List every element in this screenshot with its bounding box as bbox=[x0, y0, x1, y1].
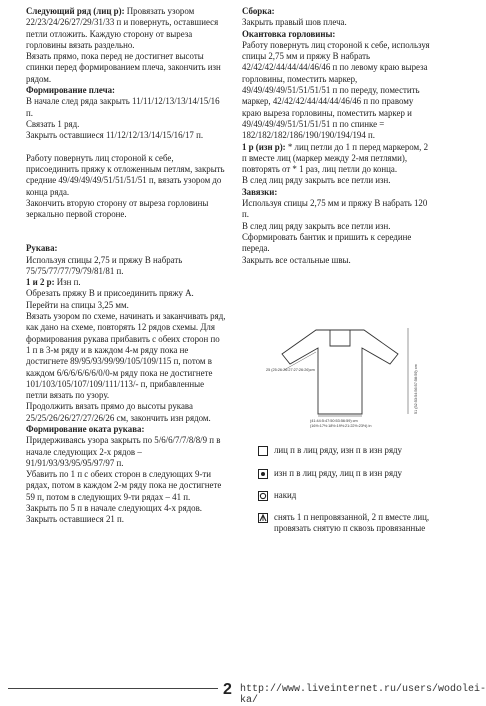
paragraph-pattern-shaping: Вязать узором по схеме, начинать и заканчивать ряд, как дано на схеме, повторять 12 рядов схемы. Для формирования рукава прибавить с обеих сторон по 1 п в 3-м ряду и в каждом 4-м ряду пока не достигнете 89/95/93/99/99/105/109/115 п, потом в каждом 6/6/6/6/6/6/0/0-м ряду пока не достигнете 101/103/105/107/109/111/113/- п, прибавленные петли вязать по узору. bbox=[26, 311, 226, 401]
paragraph-ties-cast-on: Используя спицы 2,75 мм и пряжу В набрать 120 п. bbox=[242, 198, 428, 220]
paragraph-knit-row: Связать 1 ряд. bbox=[26, 118, 80, 129]
paragraph-straight: Вязать прямо, пока перед не достигнет высоты спинки перед формированием плеча, закончить изн рядом. bbox=[26, 51, 221, 84]
legend-text: снять 1 п непровязанной, 2 п вместе лиц, провязать снятую п сквозь провязанные bbox=[274, 512, 430, 534]
footer-divider bbox=[8, 688, 218, 689]
row-text: Провязать узором 22/23/24/26/27/29/31/33 п и повернуть, оставшиеся петли отложить. Каждую сторону от выреза горловины вязать раздельно. bbox=[26, 6, 219, 50]
page-footer bbox=[0, 680, 486, 706]
circle-square-icon bbox=[258, 491, 268, 501]
row-lead: Следующий ряд (лиц р): bbox=[26, 6, 125, 16]
width-cm-label: (41:44:5:47:50:53:56:59) cm bbox=[310, 419, 358, 423]
source-url[interactable]: http://www.liveinternet.ru/users/wodolei-ka/ bbox=[240, 684, 486, 706]
paragraph-cap-final: Закрыть оставшиеся 21 п. bbox=[26, 514, 125, 525]
page-number: 2 bbox=[223, 681, 232, 698]
paragraph-shoulder-seam: Закрыть правый шов плеча. bbox=[242, 17, 347, 28]
paragraph-continue: Продолжить вязать прямо до высоты рукава 25/25/26/26/27/27/26/26 см, закончить изн рядом. bbox=[26, 401, 211, 423]
rows-text: Изн п. bbox=[54, 277, 81, 288]
paragraph-neck-pickup: Работу повернуть лиц стороной к себе, используя спицы 2,75 мм и пряжу В набрать 42/42/42/44/44/44/46/46 п по левому краю выреза горловины, поместить маркер, 49/49/49/49/51/51/51/51 п по переду, поместить маркер, 42/42/42/44/44/44/46/46 п по правому краю выреза горловины, поместить маркер и 49/49/49/49/51/51/51/51 п по спинке = 182/182/182/186/190/190/194/194 п. bbox=[242, 39, 430, 141]
heading-assembly: Сборка: bbox=[242, 6, 275, 16]
paragraph-turn-work: Работу повернуть лиц стороной к себе, присоединить пряжу к отложенным петлям, закрыть средние 49/49/49/49/51/51/51/51 п, вязать узором до конца ряда. bbox=[26, 152, 225, 197]
paragraph-neck-bind-off: В след лиц ряду закрыть все петли изн. bbox=[242, 175, 391, 186]
paragraph-bind-off-start: В начале след ряда закрыть 11/11/12/13/13/14/15/16 п. bbox=[26, 96, 220, 118]
paragraph-rows-1-2 bbox=[26, 277, 226, 288]
left-column bbox=[26, 6, 226, 526]
heading-sleeves: Рукава: bbox=[26, 243, 58, 254]
dot-square-icon bbox=[258, 469, 268, 479]
empty-square-icon bbox=[258, 446, 268, 456]
paragraph-change-yarn: Обрезать пряжу В и присоединить пряжу А. Перейти на спицы 3,25 мм. bbox=[26, 288, 194, 310]
garment-schematic bbox=[258, 318, 426, 436]
slip-decrease-icon bbox=[258, 513, 268, 523]
paragraph-seams: Закрыть все остальные швы. bbox=[242, 254, 351, 265]
neck-row-text: * лиц петли до 1 п перед маркером, 2 п вместе лиц (маркер между 2-мя петлями), повторять от * 1 раз, лиц петли до конца. bbox=[242, 141, 429, 175]
heading-ties: Завязки: bbox=[242, 186, 278, 197]
paragraph-bind-off-rest: Закрыть оставшиеся 11/12/12/13/14/15/16/17 п. bbox=[26, 130, 204, 141]
paragraph-mirror: Закончить вторую сторону от выреза горловины зеркально первой стороне. bbox=[26, 198, 209, 220]
paragraph-neck-row-1 bbox=[242, 142, 432, 176]
paragraph-next-row bbox=[26, 6, 226, 51]
heading-sleeve-cap: Формирование оката рукава: bbox=[26, 423, 145, 434]
right-column bbox=[242, 6, 432, 266]
heading-neck-edging: Окантовка горловины: bbox=[242, 28, 336, 39]
legend-text: лиц п в лиц ряду, изн п в изн ряду bbox=[274, 445, 402, 455]
sleeve-length-label: 25 (25:26:26:27:27:26:26)cm bbox=[266, 368, 315, 372]
paragraph-cast-on: Используя спицы 2,75 и пряжу В набрать 75/75/77/77/79/79/81/81 п. bbox=[26, 254, 183, 276]
paragraph-cap-close: Закрыть по 5 п в начале следующих 4-х рядов. bbox=[26, 503, 203, 514]
paragraph-cap-decrease: Убавить по 1 п с обеих сторон в следующих 9-ти рядах, потом в каждом 2-м ряду пока не достигнете 59 п, потом в следующих 9-ти рядах – 41 п. bbox=[26, 469, 222, 502]
rows-lead: 1 и 2 р: bbox=[26, 277, 55, 288]
legend-text: изн п в лиц ряду, лиц п в изн ряду bbox=[274, 468, 402, 478]
paragraph-cap-bind-off: Придерживаясь узора закрыть по 5/6/6/7/7/8/8/9 п в начале следующих 2-х рядов – 91/91/93/93/95/95/97/97 п. bbox=[26, 435, 221, 468]
neck-row-lead: 1 р (изн р): bbox=[242, 141, 286, 152]
width-in-label: (16½:17½:18½:19½:21:22½:23½) in bbox=[310, 424, 372, 428]
legend-text: накид bbox=[274, 490, 297, 500]
paragraph-bow: Сформировать бантик и пришить к середине переда. bbox=[242, 231, 412, 254]
paragraph-ties-bind-off: В след лиц ряду закрыть все петли изн. bbox=[242, 220, 391, 231]
height-label: 51 (52:53:54:56:57:58:59) cm bbox=[414, 364, 418, 414]
heading-shoulder: Формирование плеча: bbox=[26, 85, 115, 96]
